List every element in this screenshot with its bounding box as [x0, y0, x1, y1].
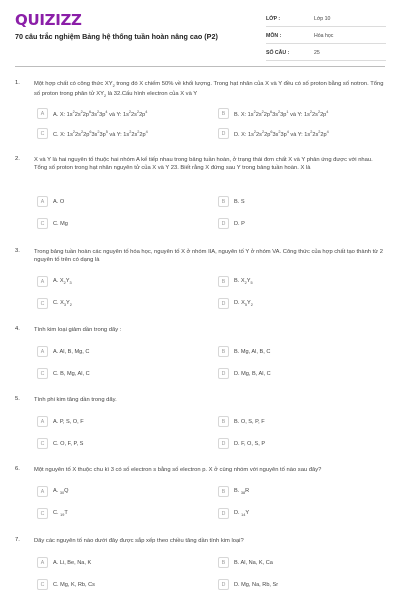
question-text: Tính kim loại giảm dần trong dãy :	[34, 327, 122, 333]
question-number: 6.	[15, 466, 20, 472]
option-letter-box[interactable]: C	[37, 508, 48, 519]
option-letter-box[interactable]: D	[218, 579, 229, 590]
option-text: B. Al, Na, K, Ca	[234, 559, 273, 566]
answer-option-d[interactable]	[218, 579, 382, 590]
option-text: C. Mg, K, Rb, Cs	[53, 581, 95, 588]
question-number: 4.	[15, 326, 20, 332]
option-letter-box[interactable]: B	[218, 108, 229, 119]
option-text: D. $_{14}$Y	[234, 509, 250, 518]
option-text: B. Mg, Al, B, C	[234, 348, 271, 355]
option-text: A. Al, B, Mg, C	[53, 348, 90, 355]
question-text: Dãy các nguyên tố nào dưới đây được sắp xếp theo chiều tăng dần tính kim loại?	[34, 538, 244, 544]
answer-option-a[interactable]	[37, 557, 201, 568]
question-number: 7.	[15, 537, 20, 543]
option-letter-box[interactable]: D	[218, 298, 229, 309]
answer-option-c[interactable]	[37, 218, 201, 229]
option-letter-box[interactable]: B	[218, 557, 229, 568]
answer-option-a[interactable]	[37, 416, 201, 427]
quizizz-logo: QUIZIZZ	[15, 11, 82, 29]
answer-option-a[interactable]	[37, 196, 201, 207]
answer-option-c[interactable]	[37, 298, 201, 309]
answer-option-b[interactable]	[218, 557, 382, 568]
option-text: B. X: $1s^22s^22p^63s^23p^1$ và Y: $1s^22s^22p^4$	[234, 109, 329, 118]
option-letter-box[interactable]: D	[218, 368, 229, 379]
question-text: Một hợp chất có công thức $XY_2$ trong đó X chiếm 50% về khối lượng. Trong hạt nhân của X và Y đều có số proton bằng số notron. Tổng số proton trong phân tử $XY_2$ là 32.Cấu hình electron của X và Y	[34, 81, 384, 99]
option-text: D. Mg, B, Al, C	[234, 370, 271, 377]
option-text: D. X: $1s^22s^22p^63s^23p^4$ và Y: $1s^22s^22p^4$	[234, 129, 329, 138]
meta-row-question-count	[266, 46, 386, 61]
option-text: C. $_{19}$T	[53, 509, 68, 518]
option-letter-box[interactable]: B	[218, 486, 229, 497]
answer-option-b[interactable]	[218, 196, 382, 207]
option-letter-box[interactable]: C	[37, 579, 48, 590]
option-text: D. $X_5Y_2$	[234, 299, 253, 308]
answer-option-b[interactable]	[218, 276, 382, 287]
option-letter-box[interactable]: C	[37, 128, 48, 139]
option-letter-box[interactable]: A	[37, 486, 48, 497]
meta-key: SỐ CÂU :	[266, 50, 290, 56]
option-text: A. $_{30}$Q	[53, 487, 69, 496]
option-text: C. Mg	[53, 220, 68, 227]
page-header	[0, 0, 400, 70]
option-letter-box[interactable]: C	[37, 368, 48, 379]
option-letter-box[interactable]: C	[37, 218, 48, 229]
answer-option-a[interactable]	[37, 108, 201, 119]
option-letter-box[interactable]: B	[218, 276, 229, 287]
meta-key: MÔN :	[266, 33, 282, 39]
answer-option-d[interactable]	[218, 508, 382, 519]
option-letter-box[interactable]: A	[37, 108, 48, 119]
option-text: A. P, S, O, F	[53, 418, 84, 425]
option-letter-box[interactable]: C	[37, 438, 48, 449]
option-text: A. $X_2Y_3$	[53, 277, 72, 286]
option-text: B. O, S, P, F	[234, 418, 265, 425]
option-letter-box[interactable]: A	[37, 346, 48, 357]
option-text: B. S	[234, 198, 245, 205]
meta-row-grade	[266, 12, 386, 27]
answer-option-d[interactable]	[218, 438, 382, 449]
answer-option-b[interactable]	[218, 346, 382, 357]
answer-option-a[interactable]	[37, 346, 201, 357]
answer-option-b[interactable]	[218, 108, 382, 119]
answer-option-a[interactable]	[37, 486, 201, 497]
option-letter-box[interactable]: B	[218, 196, 229, 207]
document-title: 70 câu trắc nghiệm Bảng hệ thống tuần hoàn nâng cao (P2)	[15, 32, 218, 41]
answer-option-d[interactable]	[218, 298, 382, 309]
meta-table	[266, 12, 386, 63]
option-letter-box[interactable]: D	[218, 218, 229, 229]
answer-option-c[interactable]	[37, 579, 201, 590]
option-letter-box[interactable]: D	[218, 128, 229, 139]
question-number: 3.	[15, 248, 20, 254]
option-text: A. Li, Be, Na, K	[53, 559, 92, 566]
answer-option-c[interactable]	[37, 508, 201, 519]
option-letter-box[interactable]: A	[37, 416, 48, 427]
question-text: Một nguyên tố X thuộc chu kì 3 có số electron s bằng số electron p. X ở cùng nhóm với nguyên tố nào sau đây?	[34, 467, 322, 473]
answer-option-d[interactable]	[218, 128, 382, 139]
answer-option-a[interactable]	[37, 276, 201, 287]
option-text: D. Mg, Na, Rb, Sr	[234, 581, 279, 588]
question-text: X và Y là hai nguyên tố thuộc hai nhóm A kế tiếp nhau trong bảng tuần hoàn, ở trạng thái đơn chất X và Y phản ứng được với nhau. Tổng số proton trong hạt nhân nguyên tử của X và Y 23. Biết rằng X đứng sau Y trong bảng tuần hoàn. X là	[34, 157, 373, 171]
answer-option-c[interactable]	[37, 128, 201, 139]
option-text: B. $X_2Y_5$	[234, 277, 253, 286]
question-number: 1.	[15, 80, 20, 86]
answer-option-b[interactable]	[218, 486, 382, 497]
option-text: C. X: $1s^22s^22p^63s^23p^5$ và Y: $1s^22s^22p^4$	[53, 129, 148, 138]
question-text: Tính phi kim tăng dần trong dãy.	[34, 397, 117, 403]
meta-value: Hóa học	[314, 33, 334, 39]
answer-option-d[interactable]	[218, 368, 382, 379]
answer-option-c[interactable]	[37, 368, 201, 379]
question-number: 5.	[15, 396, 20, 402]
option-letter-box[interactable]: A	[37, 276, 48, 287]
option-text: A. X: $1s^22s^22p^63s^23p^4$ và Y: $1s^22s^22p^4$	[53, 109, 148, 118]
question-number: 2.	[15, 156, 20, 162]
option-letter-box[interactable]: A	[37, 196, 48, 207]
option-letter-box[interactable]: C	[37, 298, 48, 309]
option-letter-box[interactable]: D	[218, 508, 229, 519]
answer-option-c[interactable]	[37, 438, 201, 449]
meta-value: Lớp 10	[314, 16, 331, 22]
question-text: Trong bảng tuần hoàn các nguyên tố hóa học, nguyên tố X ở nhóm IIA, nguyên tố Y ở nhóm VA. Công thức của hợp chất tạo thành từ 2 nguyên tố trên có dạng là	[34, 249, 383, 263]
option-text: A. O	[53, 198, 65, 205]
option-letter-box[interactable]: B	[218, 416, 229, 427]
meta-key: LỚP :	[266, 16, 281, 22]
option-text: D. F, O, S, P	[234, 440, 266, 447]
option-letter-box[interactable]: A	[37, 557, 48, 568]
option-text: B. $_{38}$R	[234, 487, 250, 496]
option-letter-box[interactable]: B	[218, 346, 229, 357]
header-divider	[15, 66, 385, 67]
meta-value: 25	[314, 50, 320, 56]
answer-option-d[interactable]	[218, 218, 382, 229]
option-text: C. $X_3Y_2$	[53, 299, 72, 308]
option-text: C. B, Mg, Al, C	[53, 370, 90, 377]
option-text: D. P	[234, 220, 245, 227]
meta-row-subject	[266, 29, 386, 44]
answer-option-b[interactable]	[218, 416, 382, 427]
option-text: C. O, F, P, S	[53, 440, 84, 447]
option-letter-box[interactable]: D	[218, 438, 229, 449]
